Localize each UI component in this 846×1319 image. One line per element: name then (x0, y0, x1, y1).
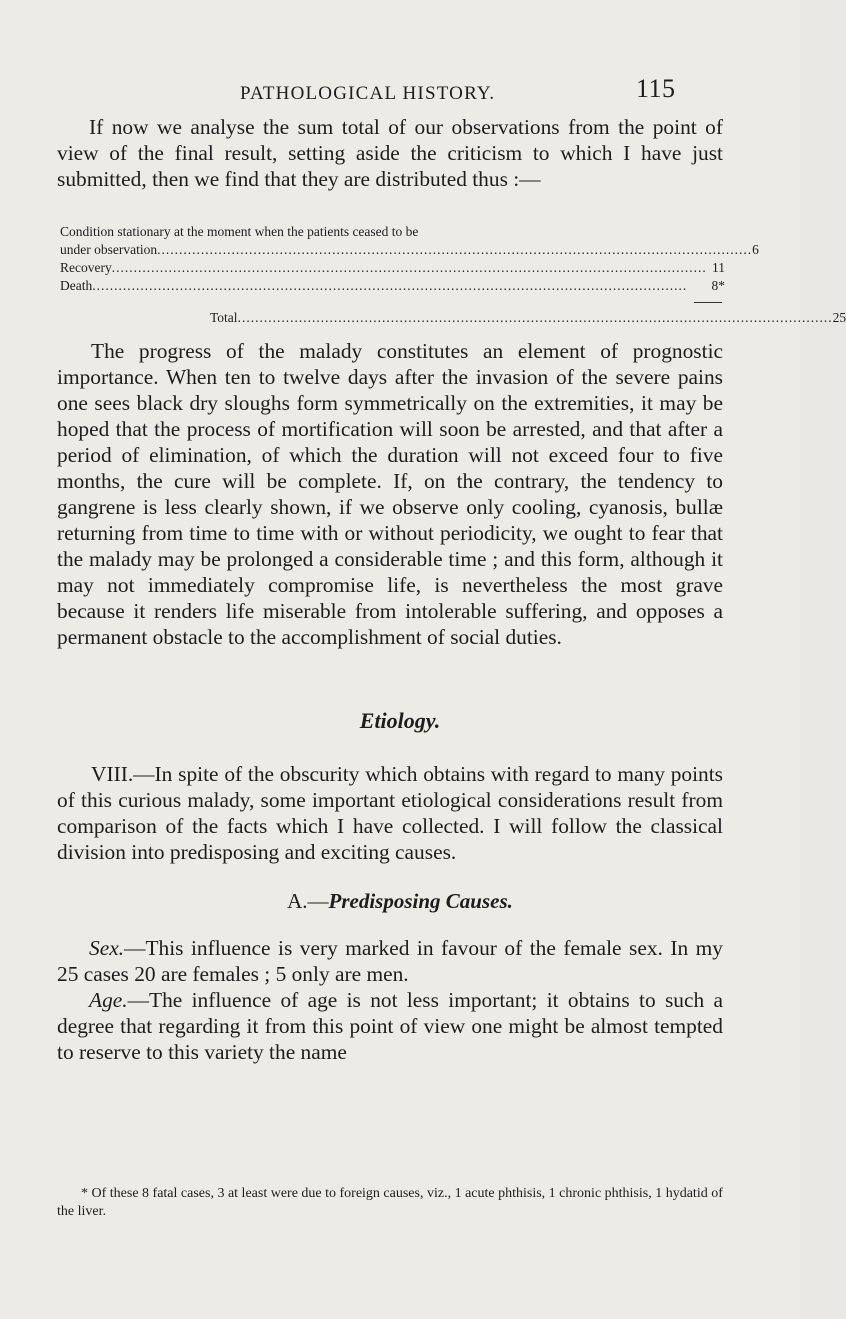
sex-label: Sex. (89, 936, 125, 960)
results-row-death (60, 277, 725, 295)
age-label: Age. (89, 988, 128, 1012)
paragraph-etiology: VIII.—In spite of the obscurity which obtains with regard to many points of this curious malady, some important etiological considerations result from comparison of the facts which I have collected. I will follow the classical division into predisposing and exciting causes. (57, 762, 723, 864)
results-value: 11 (712, 260, 725, 275)
page-number: 115 (636, 74, 676, 103)
results-label: Recovery (60, 260, 112, 275)
leader-dots: ........................................................................................................................................ (92, 278, 688, 293)
paragraph-sex-age (57, 935, 723, 1065)
results-value: 8* (711, 278, 725, 293)
results-label: under observation (60, 242, 158, 257)
sum-rule (694, 302, 722, 303)
results-total-row (210, 309, 846, 327)
results-row-observation (60, 241, 759, 259)
total-value: 25 (832, 310, 846, 325)
subheading-prefix: A.— (287, 889, 329, 913)
subheading-predisposing-causes (0, 889, 800, 914)
running-title: PATHOLOGICAL HISTORY. (240, 83, 496, 104)
leader-dots: ........................................................................................................................................ (237, 310, 833, 325)
results-row-recovery (60, 259, 725, 277)
paragraph-final-result: If now we analyse the sum total of our observations from the point of view of the final result, setting aside the criticism to which I have just submitted, then we find that they are distributed thus :— (57, 115, 723, 191)
results-intro: Condition stationary at the moment when the patients ceased to be (60, 224, 419, 239)
footnote: * Of these 8 fatal cases, 3 at least were due to foreign causes, viz., 1 acute phthisis, 1 chronic phthisis, 1 hydatid of the liver. (57, 1186, 723, 1219)
leader-dots: ........................................................................................................................................ (157, 242, 753, 257)
paragraph-progress: The progress of the malady constitutes an element of prognostic importance. When ten to twelve days after the invasion of the severe pains one sees black dry sloughs form symmetrically on the extremities, it may be hoped that the process of mortification will soon be arrested, and that after a period of elimination, of which the duration will not exceed four to five months, the cure will be complete. If, on the contrary, the tendency to gangrene is less clearly shown, if we observe only cooling, cyanosis, bullæ returning from time to time with or without periodicity, we ought to fear that the malady may be prolonged a considerable time ; and this form, although it may not immediately compromise life, is nevertheless the most grave because it renders life miserable from intolerable suffering, and opposes a permanent obstacle to the accomplishment of social duties. (57, 339, 723, 649)
sex-text: —This influence is very marked in favour of the female sex. In my 25 cases 20 are females ; 5 only are men. (57, 936, 723, 986)
leader-dots: ........................................................................................................................................ (111, 260, 707, 275)
subheading-title: Predisposing Causes. (328, 889, 513, 913)
section-heading-etiology: Etiology. (359, 708, 441, 733)
age-text: —The influence of age is not less important; it obtains to such a degree that regarding it from this point of view one might be almost tempted to reserve to this variety the name (57, 988, 723, 1064)
results-label: Death (60, 278, 93, 293)
total-label: Total (210, 310, 238, 325)
results-value: 6 (752, 242, 759, 257)
